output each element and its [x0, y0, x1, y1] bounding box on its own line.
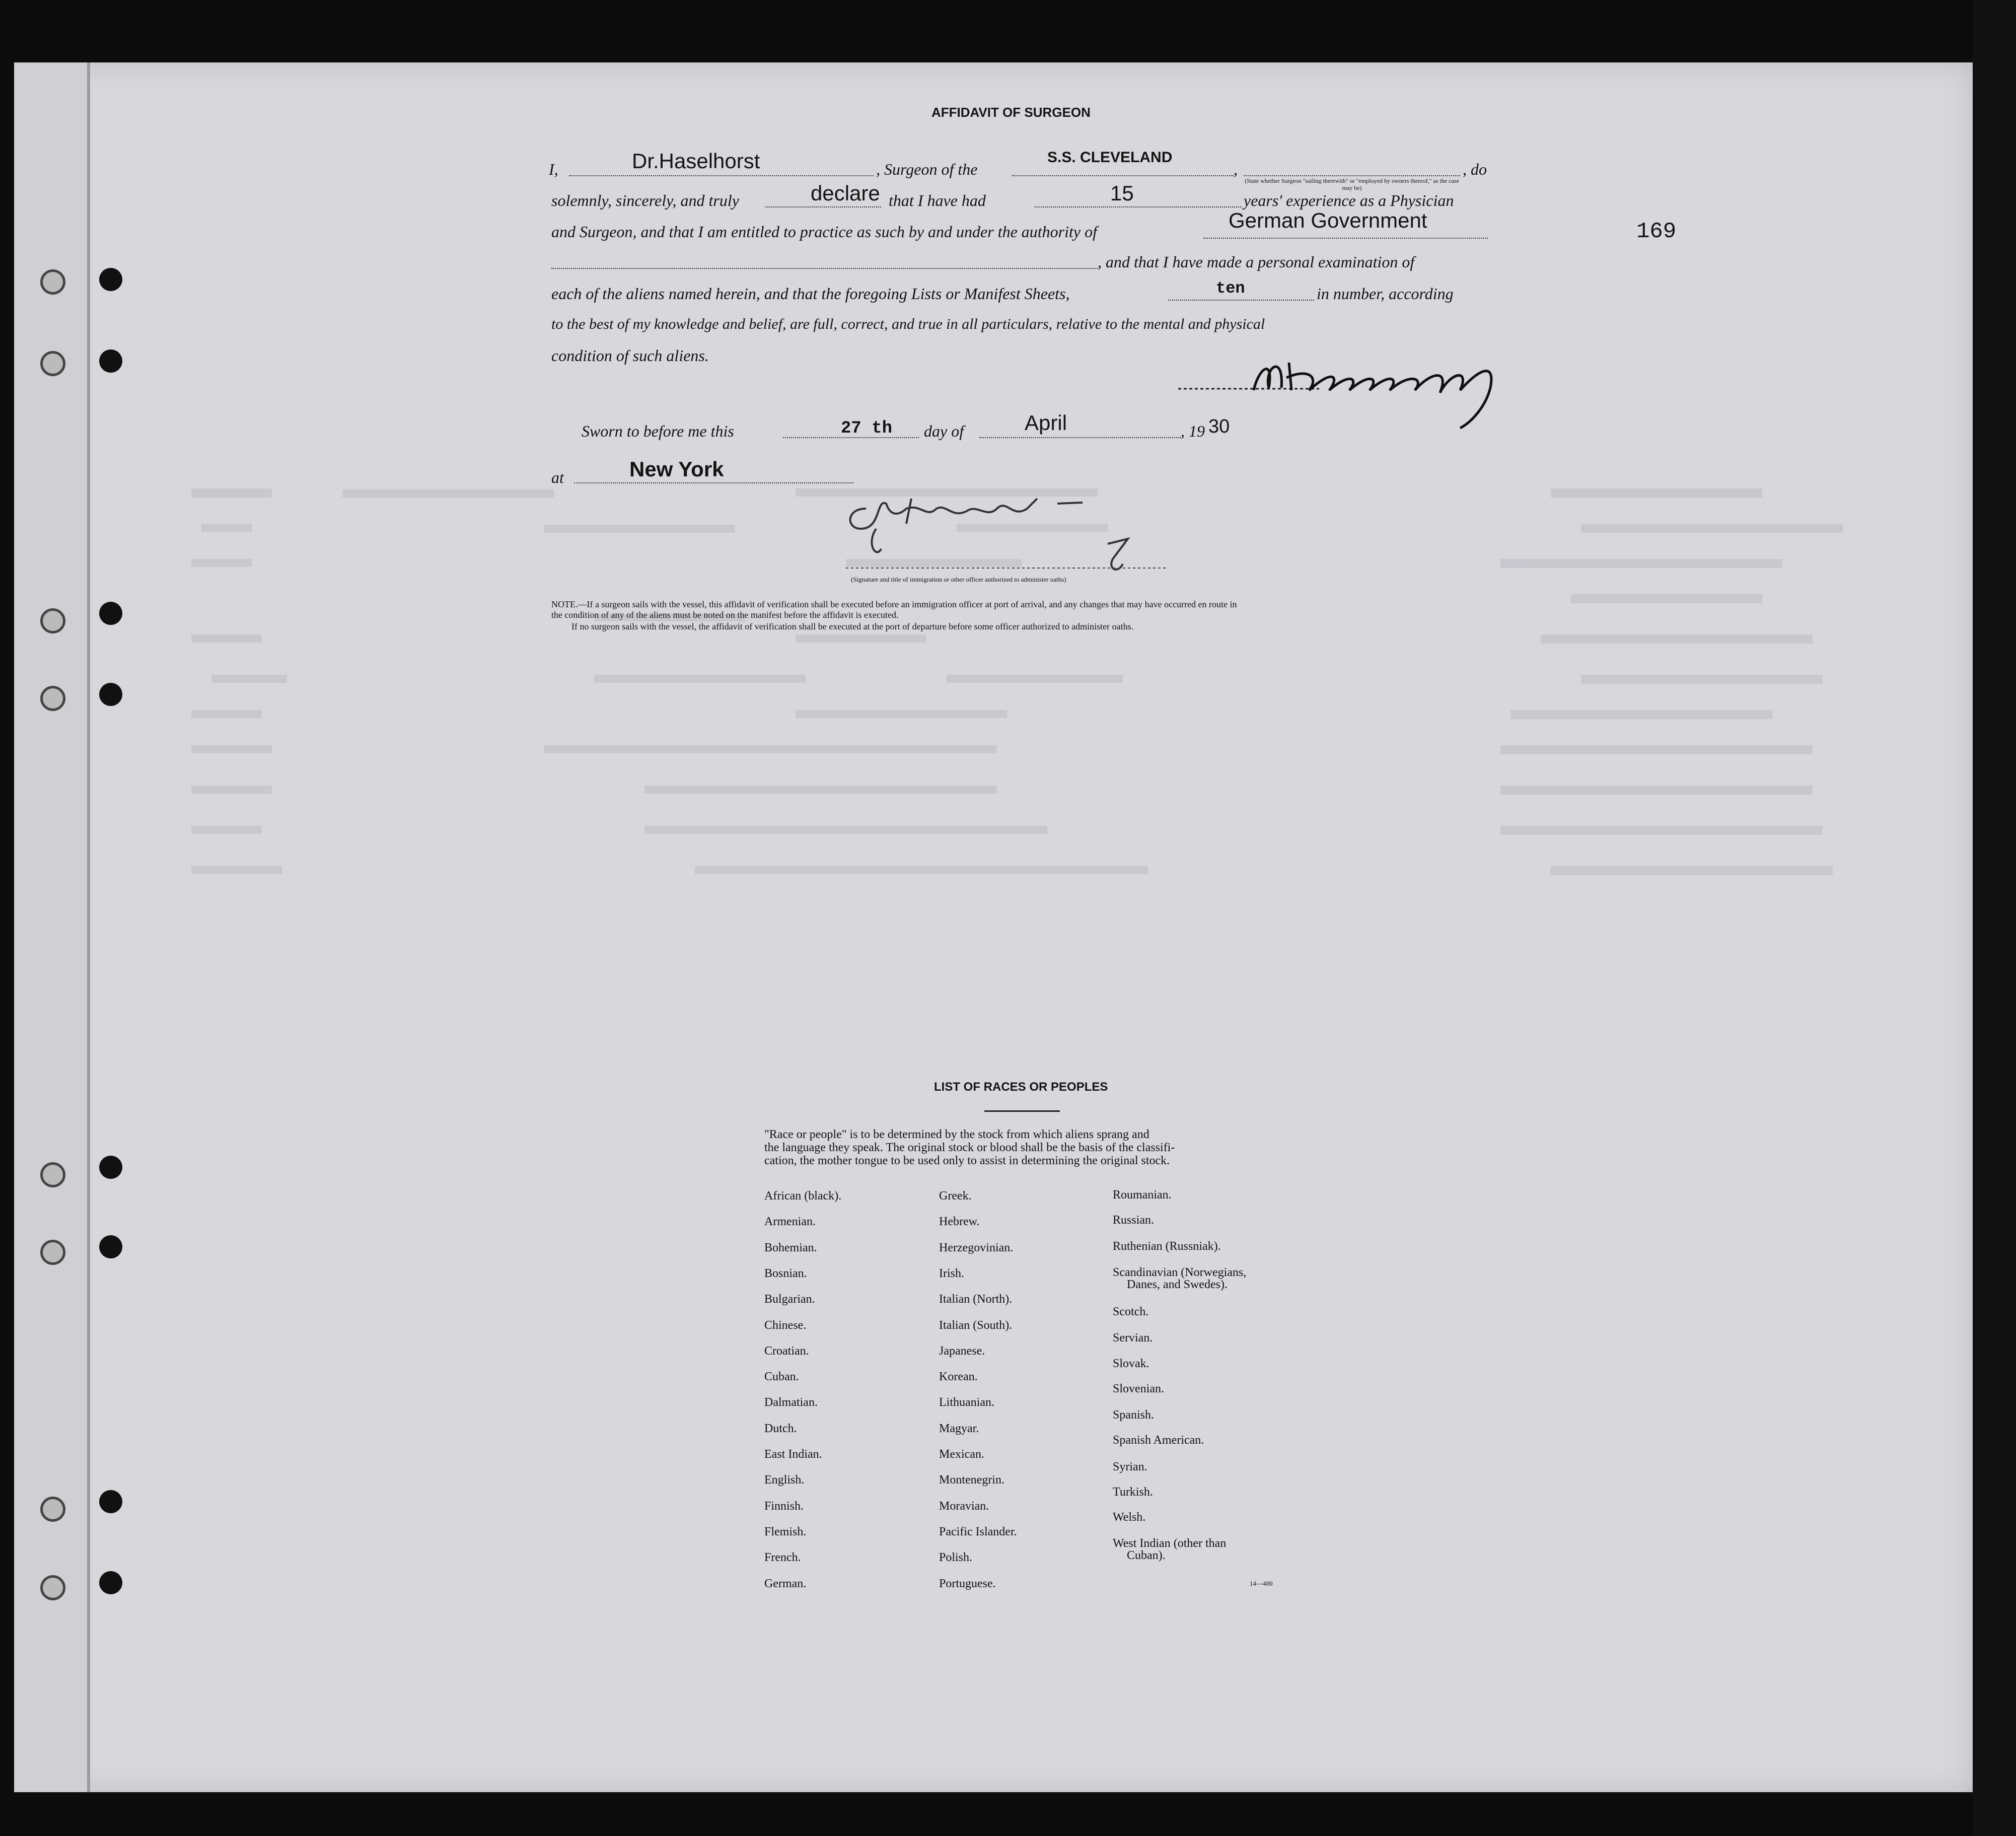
- line2-mid: that I have had: [889, 191, 986, 209]
- race-item: Irish.: [939, 1266, 964, 1280]
- binder-hole: [99, 349, 122, 373]
- race-item: Servian.: [1113, 1331, 1153, 1345]
- race-item: Bosnian.: [764, 1266, 807, 1280]
- race-item: Syrian.: [1113, 1460, 1147, 1473]
- line3-prefix: and Surgeon, and that I am entitled to practice as such by and under the authority of: [551, 223, 1097, 241]
- sworn-prefix: Sworn to before me this: [582, 422, 734, 440]
- race-item: Herzegovinian.: [939, 1241, 1014, 1254]
- race-item: Dalmatian.: [764, 1396, 818, 1409]
- binder-ring: [40, 1240, 65, 1265]
- binder-ring: [40, 1162, 65, 1187]
- line2-suffix: years' experience as a Physician: [1244, 191, 1454, 209]
- race-item: Flemish.: [764, 1525, 807, 1538]
- title-divider: [984, 1110, 1060, 1112]
- race-item: Slovak.: [1113, 1357, 1149, 1370]
- line7: condition of such aliens.: [551, 346, 709, 365]
- race-item: French.: [764, 1551, 801, 1565]
- surgeon-of-label: , Surgeon of the: [876, 160, 978, 178]
- race-item: Scandinavian (Norwegians,: [1113, 1266, 1247, 1279]
- race-item: Italian (North).: [939, 1293, 1013, 1306]
- race-item: Cuban.: [764, 1370, 799, 1384]
- sworn-month: April: [1025, 411, 1067, 435]
- page-number: 169: [1636, 219, 1677, 244]
- race-item: Korean.: [939, 1370, 978, 1384]
- binding-strip: [14, 62, 90, 1792]
- race-item: Dutch.: [764, 1422, 797, 1435]
- race-item: Finnish.: [764, 1499, 804, 1513]
- race-item: Greek.: [939, 1189, 972, 1203]
- authority: German Government: [1229, 208, 1427, 232]
- binder-ring: [40, 269, 65, 295]
- race-item: English.: [764, 1473, 805, 1487]
- officer-signature: [846, 488, 1168, 579]
- race-item: Japanese.: [939, 1344, 985, 1358]
- verb: declare: [811, 181, 880, 205]
- surgeon-name: Dr.Haselhorst: [632, 149, 760, 173]
- race-item: Montenegrin.: [939, 1473, 1004, 1487]
- at-label: at: [551, 468, 564, 486]
- race-item: Armenian.: [764, 1215, 816, 1229]
- race-item: Spanish American.: [1113, 1434, 1204, 1447]
- race-item: Spanish.: [1113, 1408, 1155, 1422]
- race-item: Turkish.: [1113, 1486, 1153, 1499]
- race-item: Welsh.: [1113, 1511, 1146, 1524]
- binder-hole: [99, 1571, 122, 1594]
- race-item: East Indian.: [764, 1448, 822, 1461]
- note-line-1: NOTE.—If a surgeon sails with the vessel, this affidavit of verification shall be executed before an immigration officer at port of arrival, and any changes that may have occurred en route in: [551, 599, 1237, 609]
- race-item: West Indian (other than: [1113, 1537, 1227, 1550]
- race-item: Portuguese.: [939, 1577, 996, 1590]
- race-item: Lithuanian.: [939, 1396, 994, 1409]
- note-line-3: If no surgeon sails with the vessel, the affidavit of verification shall be executed at the port of departure before some officer authorized to administer oaths.: [571, 621, 1134, 631]
- race-item: Russian.: [1113, 1214, 1155, 1227]
- sheets-count: ten: [1216, 279, 1245, 298]
- race-item: Danes, and Swedes).: [1127, 1278, 1228, 1291]
- line6: to the best of my knowledge and belief, are full, correct, and true in all particulars, relative to the mental and physical: [551, 316, 1265, 332]
- race-item: Croatian.: [764, 1344, 809, 1358]
- line5-prefix: each of the aliens named herein, and that the foregoing Lists or Manifest Sheets,: [551, 285, 1070, 303]
- line5-suffix: in number, according: [1317, 285, 1454, 303]
- binder-ring: [40, 351, 65, 376]
- binder-ring: [40, 608, 65, 633]
- form-code: 14—400: [1250, 1580, 1273, 1587]
- years: 15: [1110, 181, 1134, 205]
- line2-prefix: solemnly, sincerely, and truly: [551, 191, 739, 209]
- vessel-name: S.S. CLEVELAND: [1047, 149, 1173, 166]
- sworn-day: 27 th: [841, 419, 893, 438]
- binder-ring: [40, 1497, 65, 1522]
- race-item: Bohemian.: [764, 1241, 817, 1254]
- line4-suffix: , and that I have made a personal examination of: [1098, 253, 1415, 271]
- binder-hole: [99, 1490, 122, 1513]
- races-intro-2: the language they speak. The original stock or blood shall be the basis of the classifi-: [764, 1141, 1175, 1154]
- vessel-note: (State whether Surgeon "sailing therewith" or "employed by owners thereof," as the case may be): [1245, 177, 1459, 191]
- sworn-year: 30: [1208, 416, 1230, 437]
- binder-hole: [99, 1156, 122, 1179]
- race-item: Magyar.: [939, 1422, 979, 1435]
- binder-ring: [40, 686, 65, 711]
- race-item: Pacific Islander.: [939, 1525, 1017, 1538]
- race-item: Mexican.: [939, 1448, 984, 1461]
- races-title: LIST OF RACES OR PEOPLES: [934, 1080, 1108, 1094]
- race-item: Scotch.: [1113, 1305, 1149, 1318]
- race-item: Chinese.: [764, 1318, 807, 1332]
- note-line-2: the condition of any of the aliens must be noted on the manifest before the affidavit is executed.: [551, 610, 899, 620]
- binder-hole: [99, 602, 122, 625]
- binder-hole: [99, 683, 122, 706]
- race-item: African (black).: [764, 1189, 842, 1203]
- year-prefix: , 19: [1181, 422, 1205, 440]
- race-item: Roumanian.: [1113, 1188, 1172, 1202]
- race-item: Slovenian.: [1113, 1382, 1164, 1395]
- race-item: German.: [764, 1577, 807, 1590]
- race-item: Polish.: [939, 1551, 973, 1565]
- sworn-place: New York: [629, 457, 724, 481]
- races-intro-1: "Race or people" is to be determined by the stock from which aliens sprang and: [764, 1128, 1149, 1141]
- day-of-label: day of: [924, 422, 964, 440]
- race-item: Cuban).: [1127, 1549, 1166, 1562]
- races-intro-3: cation, the mother tongue to be used only to assist in determining the original stock.: [764, 1154, 1170, 1167]
- scan-dark-edge: [1973, 0, 2016, 1836]
- race-item: Hebrew.: [939, 1215, 980, 1229]
- officer-caption: (Signature and title of immigration or other officer authorized to administer oaths): [851, 576, 1066, 583]
- affidavit-title: AFFIDAVIT OF SURGEON: [931, 105, 1091, 120]
- binder-hole: [99, 268, 122, 291]
- binder-ring: [40, 1575, 65, 1600]
- race-item: Moravian.: [939, 1499, 989, 1513]
- do-label: , do: [1463, 160, 1487, 178]
- race-item: Bulgarian.: [764, 1293, 815, 1306]
- race-item: Ruthenian (Russniak).: [1113, 1240, 1221, 1253]
- race-item: Italian (South).: [939, 1318, 1013, 1332]
- binder-hole: [99, 1235, 122, 1258]
- i-label: I,: [549, 160, 558, 178]
